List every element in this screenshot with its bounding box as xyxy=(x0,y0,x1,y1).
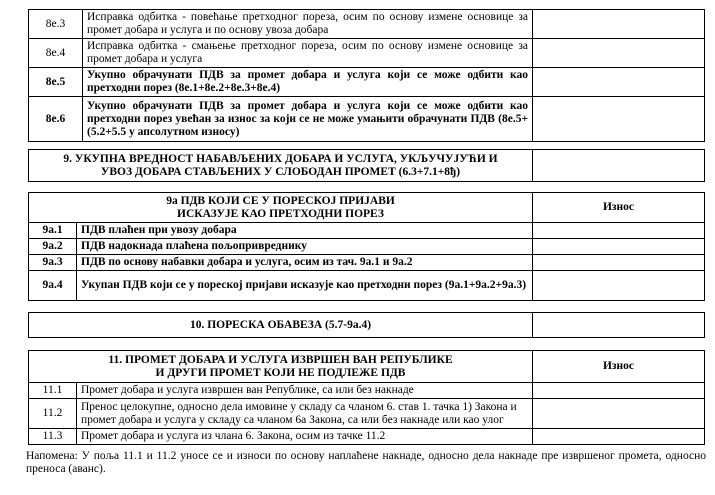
section-11-title-line1: 11. ПРОМЕТ ДОБАРА И УСЛУГА ИЗВРШЕН ВАН РЕПУБЛИКЕ xyxy=(108,353,453,366)
row-code: 9а.3 xyxy=(29,255,77,271)
row-code: 8е.5 xyxy=(29,68,83,97)
table-row xyxy=(29,10,705,39)
section-9-table xyxy=(28,149,705,182)
amount-field[interactable] xyxy=(533,271,705,301)
section-11-title-line2: И ДРУГИ ПРОМЕТ КОЈИ НЕ ПОДЛЕЖЕ ПДВ xyxy=(155,366,406,379)
table-header-row xyxy=(29,351,705,383)
amount-field[interactable] xyxy=(533,429,705,445)
amount-field[interactable] xyxy=(533,313,705,338)
table-row xyxy=(29,97,705,142)
row-text: ПДВ плаћен при увозу добара xyxy=(77,223,533,239)
row-text: Укупан ПДВ који се у пореској пријави исказује као претходни порез (9а.1+9а.2+9а.3) xyxy=(77,271,533,301)
amount-header: Износ xyxy=(533,351,705,383)
row-text: Промет добара и услуга извршен ван Републике, са или без накнаде xyxy=(77,383,533,399)
row-text: Укупно обрачунати ПДВ за промет добара и услуга који се може одбити као претходни порез (8е.1+8е.2+8е.3+8е.4) xyxy=(83,68,533,97)
section-11-title xyxy=(29,351,533,383)
row-text: Исправка одбитка - повећање претходног пореза, осим по основу измене основице за промет добара и услуга и по основу увоза добара xyxy=(83,10,533,39)
amount-field[interactable] xyxy=(533,10,705,39)
section-11-table xyxy=(28,350,705,445)
table-row xyxy=(29,39,705,68)
section-9a-table xyxy=(28,192,705,301)
section-10-title: 10. ПОРЕСКА ОБАВЕЗА (5.7-9а.4) xyxy=(29,313,533,338)
row-text: ПДВ по основу набавки добара и услуга, осим из тач. 9а.1 и 9а.2 xyxy=(77,255,533,271)
section-9a-title: 9а ПДВ КОЈИ СЕ У ПОРЕСКОЈ ПРИЈАВИ ИСКАЗУЈЕ КАО ПРЕТХОДНИ ПОРЕЗ xyxy=(29,193,533,223)
table-row xyxy=(29,271,705,301)
amount-field[interactable] xyxy=(533,68,705,97)
section-10-table xyxy=(28,312,705,338)
table-row xyxy=(29,399,705,429)
amount-field[interactable] xyxy=(533,39,705,68)
section-9-title: 9. УКУПНА ВРЕДНОСТ НАБАВЉЕНИХ ДОБАРА И УСЛУГА, УКЉУЧУЈУЋИ И УВОЗ ДОБАРА СТАВЉЕНИХ У СЛОБОДАН ПРОМЕТ (6.3+7.1+8ђ) xyxy=(29,150,533,182)
row-code: 9а.1 xyxy=(29,223,77,239)
row-code: 9а.4 xyxy=(29,271,77,301)
amount-field[interactable] xyxy=(533,383,705,399)
row-code: 11.3 xyxy=(29,429,77,445)
row-code: 9а.2 xyxy=(29,239,77,255)
amount-header: Износ xyxy=(533,193,705,223)
table-row xyxy=(29,383,705,399)
table-row xyxy=(29,239,705,255)
table-row xyxy=(29,255,705,271)
amount-field[interactable] xyxy=(533,399,705,429)
amount-field[interactable] xyxy=(533,223,705,239)
table-header-row xyxy=(29,193,705,223)
table-row xyxy=(29,223,705,239)
row-code: 11.1 xyxy=(29,383,77,399)
amount-field[interactable] xyxy=(533,255,705,271)
footnote: Напомена: У поља 11.1 и 11.2 уносе се и износи по основу наплаћене накнаде, односно дела накнаде пре извршеног промета, односно преноса (аванс). xyxy=(26,450,706,475)
amount-field[interactable] xyxy=(533,150,705,182)
row-text: Пренос целокупне, односно дела имовине у складу са чланом 6. став 1. тачка 1) Закона и промет добара и услуга у складу са чланом 6а Закона, са или без накнаде или као улог xyxy=(77,399,533,429)
amount-field[interactable] xyxy=(533,97,705,142)
row-code: 8е.3 xyxy=(29,10,83,39)
section-8e-table xyxy=(28,9,705,142)
table-row xyxy=(29,429,705,445)
amount-field[interactable] xyxy=(533,239,705,255)
row-code: 8е.6 xyxy=(29,97,83,142)
row-text: ПДВ надокнада плаћена пољопривреднику xyxy=(77,239,533,255)
row-text: Укупно обрачунати ПДВ за промет добара и услуга који се може одбити као претходни порез увећан за износ за који се не може умањити обрачунати ПДВ (8е.5+(5.2+5.5 у апсолутном износу) xyxy=(83,97,533,142)
row-code: 8е.4 xyxy=(29,39,83,68)
row-text: Исправка одбитка - смањење претходног пореза, осим по основу измене основице за промет добара и услуга xyxy=(83,39,533,68)
row-code: 11.2 xyxy=(29,399,77,429)
table-row xyxy=(29,68,705,97)
row-text: Промет добара и услуга из члана 6. Закона, осим из тачке 11.2 xyxy=(77,429,533,445)
